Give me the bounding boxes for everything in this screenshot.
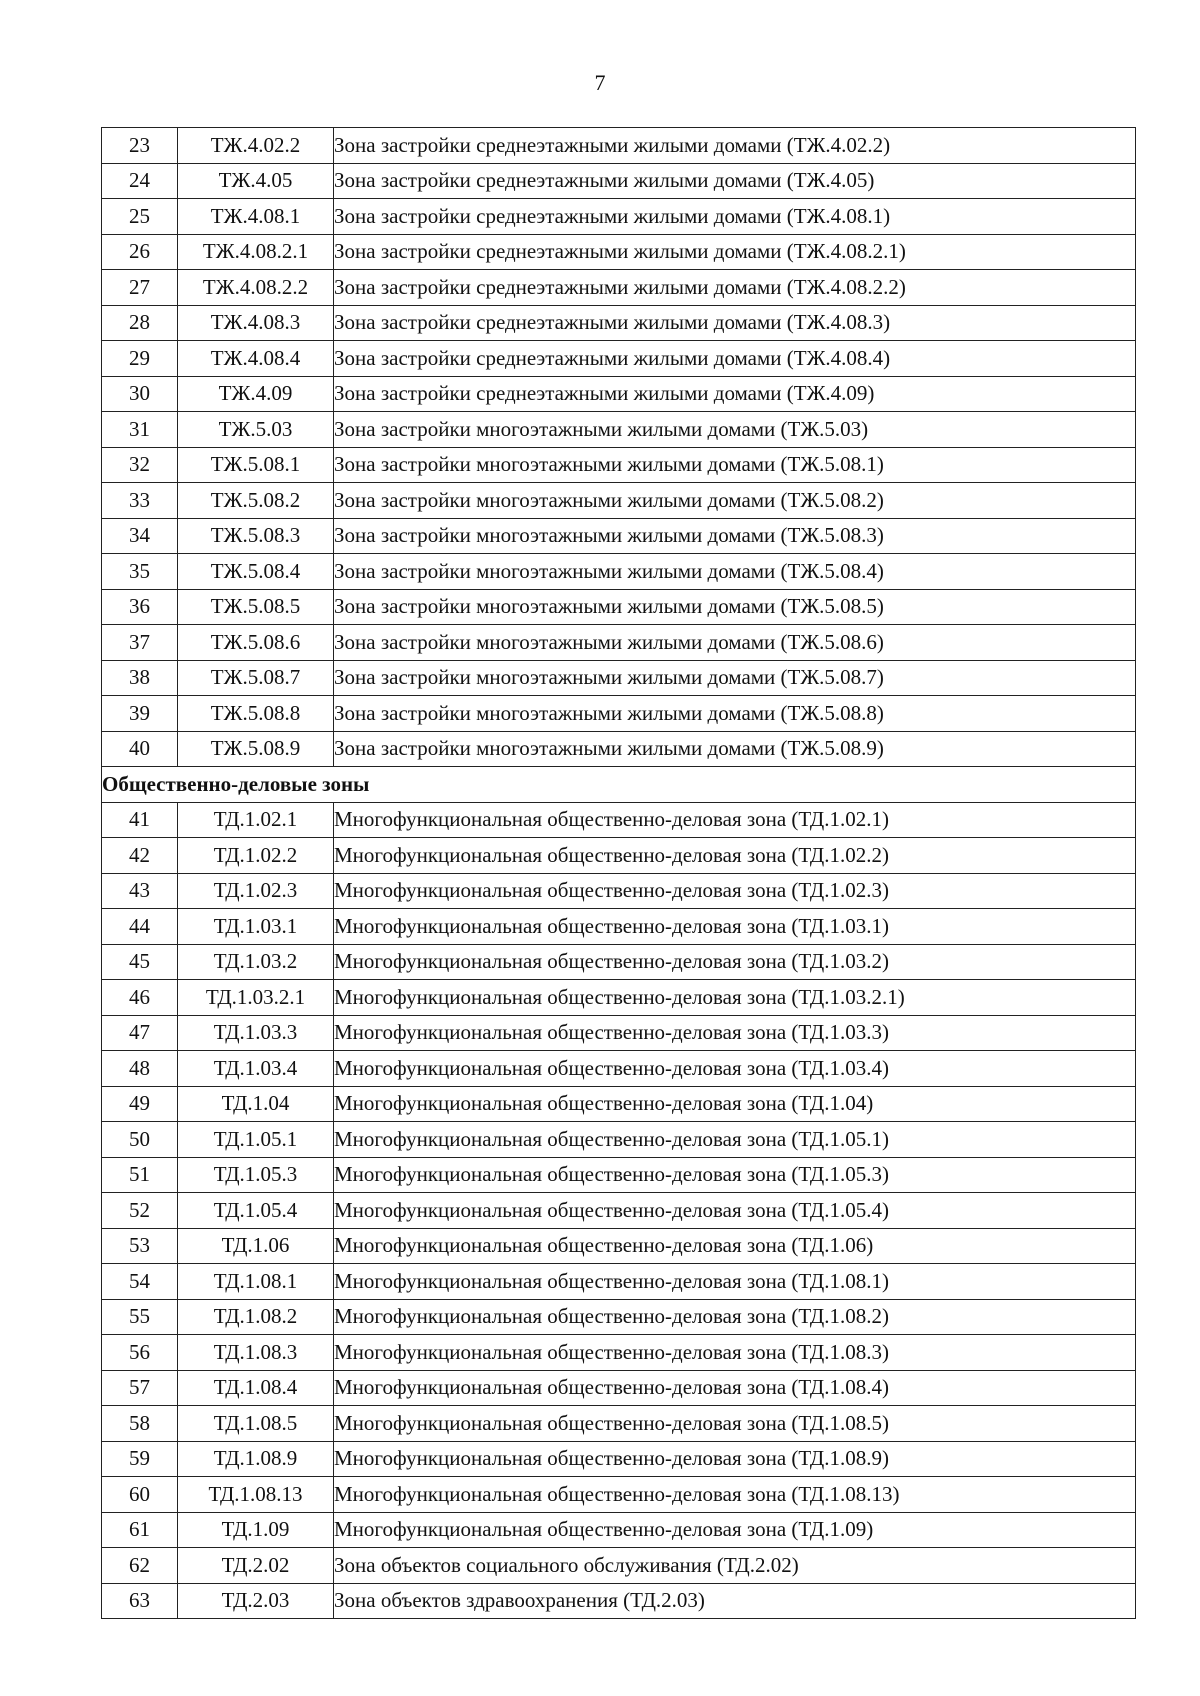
zone-code: ТД.1.02.1: [178, 802, 334, 838]
row-number: 58: [102, 1406, 178, 1442]
table-row: [102, 696, 1136, 732]
zone-name: Зона застройки среднеэтажными жилыми домами (ТЖ.4.08.4): [334, 341, 1136, 377]
table-row: [102, 838, 1136, 874]
zone-code: ТЖ.5.08.1: [178, 447, 334, 483]
row-number: 44: [102, 909, 178, 945]
table-row: [102, 731, 1136, 767]
table-row: [102, 873, 1136, 909]
zone-code: ТД.1.08.3: [178, 1335, 334, 1371]
table-row: [102, 1264, 1136, 1300]
zone-name: Многофункциональная общественно-деловая зона (ТД.1.08.13): [334, 1477, 1136, 1513]
row-number: 25: [102, 199, 178, 235]
row-number: 45: [102, 944, 178, 980]
table-row: [102, 1406, 1136, 1442]
zone-code: ТЖ.4.08.1: [178, 199, 334, 235]
table-row: [102, 802, 1136, 838]
zone-code: ТД.1.09: [178, 1512, 334, 1548]
zone-name: Зона застройки среднеэтажными жилыми домами (ТЖ.4.08.2.1): [334, 234, 1136, 270]
row-number: 53: [102, 1228, 178, 1264]
zone-name: Многофункциональная общественно-деловая зона (ТД.1.05.1): [334, 1122, 1136, 1158]
zone-name: Зона застройки среднеэтажными жилыми домами (ТЖ.4.09): [334, 376, 1136, 412]
zone-code: ТД.1.08.2: [178, 1299, 334, 1335]
row-number: 49: [102, 1086, 178, 1122]
zone-code: ТД.1.08.4: [178, 1370, 334, 1406]
table-row: [102, 625, 1136, 661]
row-number: 39: [102, 696, 178, 732]
row-number: 61: [102, 1512, 178, 1548]
zone-name: Многофункциональная общественно-деловая зона (ТД.1.03.2.1): [334, 980, 1136, 1016]
zone-name: Многофункциональная общественно-деловая зона (ТД.1.09): [334, 1512, 1136, 1548]
zone-code: ТЖ.5.08.5: [178, 589, 334, 625]
zone-code: ТЖ.5.08.6: [178, 625, 334, 661]
zone-name: Многофункциональная общественно-деловая зона (ТД.1.08.1): [334, 1264, 1136, 1300]
row-number: 46: [102, 980, 178, 1016]
table-row: [102, 305, 1136, 341]
table-row: [102, 270, 1136, 306]
zone-code: ТЖ.4.05: [178, 163, 334, 199]
table-row: [102, 234, 1136, 270]
row-number: 43: [102, 873, 178, 909]
table-row: [102, 554, 1136, 590]
zone-code: ТД.1.08.9: [178, 1441, 334, 1477]
table-row: [102, 1335, 1136, 1371]
section-header-row: [102, 767, 1136, 803]
zone-code: ТД.1.03.1: [178, 909, 334, 945]
table-row: [102, 1477, 1136, 1513]
section-title: Общественно-деловые зоны: [102, 767, 1136, 803]
row-number: 63: [102, 1583, 178, 1619]
zone-name: Зона застройки среднеэтажными жилыми домами (ТЖ.4.05): [334, 163, 1136, 199]
zone-name: Зона застройки многоэтажными жилыми домами (ТЖ.5.08.1): [334, 447, 1136, 483]
zone-name: Многофункциональная общественно-деловая зона (ТД.1.03.1): [334, 909, 1136, 945]
zone-code: ТЖ.4.02.2: [178, 128, 334, 164]
zone-name: Зона застройки среднеэтажными жилыми домами (ТЖ.4.08.2.2): [334, 270, 1136, 306]
zone-code: ТД.1.06: [178, 1228, 334, 1264]
table-row: [102, 412, 1136, 448]
zone-name: Зона объектов здравоохранения (ТД.2.03): [334, 1583, 1136, 1619]
row-number: 50: [102, 1122, 178, 1158]
zone-code: ТД.1.02.3: [178, 873, 334, 909]
zone-name: Зона застройки многоэтажными жилыми домами (ТЖ.5.08.5): [334, 589, 1136, 625]
zone-code: ТД.1.05.1: [178, 1122, 334, 1158]
zone-code: ТД.1.05.4: [178, 1193, 334, 1229]
row-number: 52: [102, 1193, 178, 1229]
row-number: 42: [102, 838, 178, 874]
zone-code: ТЖ.4.08.3: [178, 305, 334, 341]
row-number: 36: [102, 589, 178, 625]
row-number: 57: [102, 1370, 178, 1406]
row-number: 31: [102, 412, 178, 448]
table-row: [102, 128, 1136, 164]
zone-name: Многофункциональная общественно-деловая зона (ТД.1.03.3): [334, 1015, 1136, 1051]
table-row: [102, 1193, 1136, 1229]
zone-name: Многофункциональная общественно-деловая зона (ТД.1.02.2): [334, 838, 1136, 874]
zone-code: ТЖ.5.03: [178, 412, 334, 448]
table-row: [102, 1441, 1136, 1477]
table-row: [102, 376, 1136, 412]
zone-code: ТД.1.03.2: [178, 944, 334, 980]
table-row: [102, 1548, 1136, 1584]
zone-name: Зона застройки многоэтажными жилыми домами (ТЖ.5.03): [334, 412, 1136, 448]
zone-code: ТЖ.4.08.4: [178, 341, 334, 377]
zone-code: ТД.1.03.4: [178, 1051, 334, 1087]
zone-code: ТД.1.04: [178, 1086, 334, 1122]
zone-code: ТЖ.5.08.9: [178, 731, 334, 767]
row-number: 54: [102, 1264, 178, 1300]
table-row: [102, 518, 1136, 554]
row-number: 62: [102, 1548, 178, 1584]
zone-name: Многофункциональная общественно-деловая зона (ТД.1.06): [334, 1228, 1136, 1264]
row-number: 35: [102, 554, 178, 590]
row-number: 60: [102, 1477, 178, 1513]
row-number: 56: [102, 1335, 178, 1371]
row-number: 33: [102, 483, 178, 519]
zone-name: Зона застройки многоэтажными жилыми домами (ТЖ.5.08.8): [334, 696, 1136, 732]
row-number: 24: [102, 163, 178, 199]
table-row: [102, 1512, 1136, 1548]
row-number: 38: [102, 660, 178, 696]
zone-name: Многофункциональная общественно-деловая зона (ТД.1.02.1): [334, 802, 1136, 838]
row-number: 59: [102, 1441, 178, 1477]
row-number: 29: [102, 341, 178, 377]
row-number: 23: [102, 128, 178, 164]
table-row: [102, 1157, 1136, 1193]
row-number: 28: [102, 305, 178, 341]
row-number: 27: [102, 270, 178, 306]
table-row: [102, 1370, 1136, 1406]
table-row: [102, 1015, 1136, 1051]
zone-code: ТД.1.05.3: [178, 1157, 334, 1193]
table-row: [102, 1583, 1136, 1619]
zone-code: ТЖ.5.08.7: [178, 660, 334, 696]
zone-code: ТД.1.03.2.1: [178, 980, 334, 1016]
zone-code: ТЖ.4.09: [178, 376, 334, 412]
row-number: 26: [102, 234, 178, 270]
zone-name: Многофункциональная общественно-деловая зона (ТД.1.08.2): [334, 1299, 1136, 1335]
zone-code: ТД.1.08.1: [178, 1264, 334, 1300]
zone-name: Многофункциональная общественно-деловая зона (ТД.1.04): [334, 1086, 1136, 1122]
zone-code: ТД.1.02.2: [178, 838, 334, 874]
table-row: [102, 660, 1136, 696]
table-row: [102, 944, 1136, 980]
page-number: 7: [594, 70, 606, 95]
table-row: [102, 589, 1136, 625]
zone-name: Многофункциональная общественно-деловая зона (ТД.1.03.2): [334, 944, 1136, 980]
table-row: [102, 341, 1136, 377]
zone-code: ТЖ.4.08.2.1: [178, 234, 334, 270]
zone-name: Многофункциональная общественно-деловая зона (ТД.1.08.4): [334, 1370, 1136, 1406]
zone-name: Многофункциональная общественно-деловая зона (ТД.1.03.4): [334, 1051, 1136, 1087]
table-row: [102, 1086, 1136, 1122]
zone-name: Многофункциональная общественно-деловая зона (ТД.1.02.3): [334, 873, 1136, 909]
zone-name: Многофункциональная общественно-деловая зона (ТД.1.05.3): [334, 1157, 1136, 1193]
zone-code: ТЖ.4.08.2.2: [178, 270, 334, 306]
zone-name: Зона застройки многоэтажными жилыми домами (ТЖ.5.08.3): [334, 518, 1136, 554]
table-row: [102, 483, 1136, 519]
zone-code: ТЖ.5.08.8: [178, 696, 334, 732]
zone-name: Зона застройки многоэтажными жилыми домами (ТЖ.5.08.9): [334, 731, 1136, 767]
zone-name: Зона объектов социального обслуживания (ТД.2.02): [334, 1548, 1136, 1584]
row-number: 48: [102, 1051, 178, 1087]
row-number: 30: [102, 376, 178, 412]
zone-name: Зона застройки среднеэтажными жилыми домами (ТЖ.4.08.3): [334, 305, 1136, 341]
table-row: [102, 199, 1136, 235]
zone-name: Зона застройки многоэтажными жилыми домами (ТЖ.5.08.7): [334, 660, 1136, 696]
row-number: 55: [102, 1299, 178, 1335]
zone-code: ТЖ.5.08.2: [178, 483, 334, 519]
zone-name: Зона застройки среднеэтажными жилыми домами (ТЖ.4.02.2): [334, 128, 1136, 164]
table-row: [102, 163, 1136, 199]
table-row: [102, 1122, 1136, 1158]
zones-table: [101, 127, 1136, 1619]
table-row: [102, 1051, 1136, 1087]
table-row: [102, 1299, 1136, 1335]
table-row: [102, 980, 1136, 1016]
zone-code: ТЖ.5.08.4: [178, 554, 334, 590]
row-number: 37: [102, 625, 178, 661]
zone-code: ТД.2.02: [178, 1548, 334, 1584]
zone-name: Многофункциональная общественно-деловая зона (ТД.1.08.5): [334, 1406, 1136, 1442]
zone-name: Многофункциональная общественно-деловая зона (ТД.1.05.4): [334, 1193, 1136, 1229]
table-row: [102, 1228, 1136, 1264]
zone-name: Зона застройки многоэтажными жилыми домами (ТЖ.5.08.6): [334, 625, 1136, 661]
zones-table-body: [102, 128, 1136, 1619]
row-number: 34: [102, 518, 178, 554]
zone-code: ТД.1.03.3: [178, 1015, 334, 1051]
zone-name: Зона застройки многоэтажными жилыми домами (ТЖ.5.08.2): [334, 483, 1136, 519]
row-number: 47: [102, 1015, 178, 1051]
zone-name: Зона застройки среднеэтажными жилыми домами (ТЖ.4.08.1): [334, 199, 1136, 235]
row-number: 41: [102, 802, 178, 838]
table-row: [102, 909, 1136, 945]
zone-code: ТД.1.08.5: [178, 1406, 334, 1442]
row-number: 32: [102, 447, 178, 483]
zone-code: ТД.1.08.13: [178, 1477, 334, 1513]
table-row: [102, 447, 1136, 483]
zone-code: ТД.2.03: [178, 1583, 334, 1619]
row-number: 51: [102, 1157, 178, 1193]
zone-name: Зона застройки многоэтажными жилыми домами (ТЖ.5.08.4): [334, 554, 1136, 590]
row-number: 40: [102, 731, 178, 767]
zone-name: Многофункциональная общественно-деловая зона (ТД.1.08.9): [334, 1441, 1136, 1477]
zone-code: ТЖ.5.08.3: [178, 518, 334, 554]
zone-name: Многофункциональная общественно-деловая зона (ТД.1.08.3): [334, 1335, 1136, 1371]
